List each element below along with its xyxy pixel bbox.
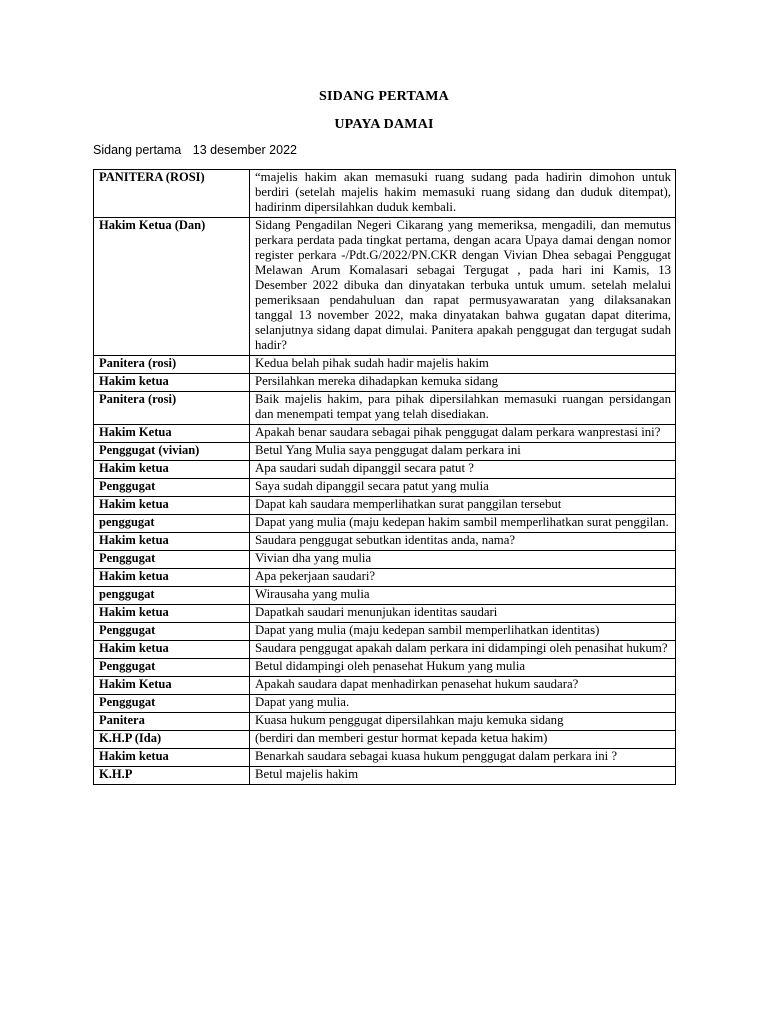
- transcript-row: [94, 695, 676, 713]
- transcript-row: [94, 551, 676, 569]
- speech-cell: Dapat yang mulia (maju kedepan hakim sambil memperlihatkan surat penggilan.: [250, 515, 676, 533]
- speaker-cell: Hakim ketua: [94, 461, 250, 479]
- speaker-cell: K.H.P: [94, 767, 250, 785]
- speech-cell: Saya sudah dipanggil secara patut yang mulia: [250, 479, 676, 497]
- speech-cell: Saudara penggugat apakah dalam perkara ini didampingi oleh penasihat hukum?: [250, 641, 676, 659]
- session-date: 13 desember 2022: [192, 143, 297, 157]
- transcript-row: [94, 443, 676, 461]
- transcript-row: [94, 605, 676, 623]
- speaker-cell: penggugat: [94, 515, 250, 533]
- transcript-row: [94, 587, 676, 605]
- session-label: Sidang pertama: [93, 143, 182, 157]
- speaker-cell: PANITERA (ROSI): [94, 170, 250, 218]
- speech-cell: Dapat kah saudara memperlihatkan surat panggilan tersebut: [250, 497, 676, 515]
- speech-cell: Betul majelis hakim: [250, 767, 676, 785]
- session-info: [93, 143, 297, 157]
- speaker-cell: Panitera: [94, 713, 250, 731]
- speaker-cell: Penggugat: [94, 695, 250, 713]
- speaker-cell: Hakim ketua: [94, 497, 250, 515]
- speaker-cell: Hakim Ketua (Dan): [94, 218, 250, 356]
- speech-cell: Sidang Pengadilan Negeri Cikarang yang memeriksa, mengadili, dan memutus perkara perdata pada tingkat pertama, dengan acara Upaya damai dengan nomor register perkara -/Pdt.G/2022/PN.CKR dengan Vivian Dhea sebagai Penggugat Melawan Arum Komalasari sebagai Tergugat , pada hari ini Kamis, 13 Desember 2022 dibuka dan dinyatakan terbuka untuk umum. setelah melalui pemeriksaan pendahuluan dan rapat permusyawaratan yang dilaksanakan tanggal 13 november 2022, maka dinyatakan bahwa gugatan dapat diterima, selanjutnya sidang dapat dimulai. Panitera apakah penggugat dan tergugat sudah hadir?: [250, 218, 676, 356]
- speaker-cell: Hakim ketua: [94, 374, 250, 392]
- speaker-cell: Penggugat: [94, 659, 250, 677]
- speaker-cell: Hakim ketua: [94, 641, 250, 659]
- speech-cell: Apakah benar saudara sebagai pihak penggugat dalam perkara wanprestasi ini?: [250, 425, 676, 443]
- speech-cell: Benarkah saudara sebagai kuasa hukum penggugat dalam perkara ini ?: [250, 749, 676, 767]
- speech-cell: Kedua belah pihak sudah hadir majelis hakim: [250, 356, 676, 374]
- document-title: SIDANG PERTAMA: [319, 89, 449, 104]
- transcript-body: [94, 170, 676, 785]
- speech-cell: Kuasa hukum penggugat dipersilahkan maju kemuka sidang: [250, 713, 676, 731]
- speech-cell: “majelis hakim akan memasuki ruang sudang pada hadirin dimohon untuk berdiri (setelah majelis hakim memasuki ruang sidang dan duduk ditempat), hadirinm dipersilahkan duduk kembali.: [250, 170, 676, 218]
- speech-cell: Betul didampingi oleh penasehat Hukum yang mulia: [250, 659, 676, 677]
- speech-cell: Betul Yang Mulia saya penggugat dalam perkara ini: [250, 443, 676, 461]
- speaker-cell: Hakim Ketua: [94, 677, 250, 695]
- speaker-cell: K.H.P (Ida): [94, 731, 250, 749]
- transcript-row: [94, 374, 676, 392]
- transcript-row: [94, 479, 676, 497]
- transcript-row: [94, 392, 676, 425]
- transcript-row: [94, 218, 676, 356]
- speech-cell: Baik majelis hakim, para pihak dipersilahkan memasuki ruangan persidangan dan menempati tempat yang telah disediakan.: [250, 392, 676, 425]
- speech-cell: Dapatkah saudari menunjukan identitas saudari: [250, 605, 676, 623]
- speech-cell: Apakah saudara dapat menhadirkan penasehat hukum saudara?: [250, 677, 676, 695]
- transcript-row: [94, 425, 676, 443]
- transcript-row: [94, 461, 676, 479]
- transcript-row: [94, 677, 676, 695]
- speaker-cell: Hakim ketua: [94, 569, 250, 587]
- speaker-cell: Hakim ketua: [94, 533, 250, 551]
- speaker-cell: Penggugat: [94, 551, 250, 569]
- transcript-row: [94, 623, 676, 641]
- speech-cell: (berdiri dan memberi gestur hormat kepada ketua hakim): [250, 731, 676, 749]
- transcript-row: [94, 569, 676, 587]
- transcript-row: [94, 356, 676, 374]
- document-subtitle: UPAYA DAMAI: [334, 117, 434, 132]
- speech-cell: Vivian dha yang mulia: [250, 551, 676, 569]
- speech-cell: Persilahkan mereka dihadapkan kemuka sidang: [250, 374, 676, 392]
- transcript-row: [94, 731, 676, 749]
- transcript-row: [94, 170, 676, 218]
- transcript-row: [94, 767, 676, 785]
- transcript-row: [94, 515, 676, 533]
- speech-cell: Saudara penggugat sebutkan identitas anda, nama?: [250, 533, 676, 551]
- speaker-cell: Hakim ketua: [94, 605, 250, 623]
- speaker-cell: Penggugat (vivian): [94, 443, 250, 461]
- speaker-cell: Panitera (rosi): [94, 356, 250, 374]
- speech-cell: Dapat yang mulia.: [250, 695, 676, 713]
- transcript-row: [94, 749, 676, 767]
- speech-cell: Wirausaha yang mulia: [250, 587, 676, 605]
- speaker-cell: penggugat: [94, 587, 250, 605]
- transcript-row: [94, 659, 676, 677]
- speaker-cell: Panitera (rosi): [94, 392, 250, 425]
- transcript-row: [94, 497, 676, 515]
- speaker-cell: Hakim ketua: [94, 749, 250, 767]
- speaker-cell: Penggugat: [94, 479, 250, 497]
- transcript-row: [94, 641, 676, 659]
- speech-cell: Apa pekerjaan saudari?: [250, 569, 676, 587]
- transcript-table: [93, 169, 676, 785]
- transcript-row: [94, 533, 676, 551]
- speech-cell: Dapat yang mulia (maju kedepan sambil memperlihatkan identitas): [250, 623, 676, 641]
- speaker-cell: Penggugat: [94, 623, 250, 641]
- speech-cell: Apa saudari sudah dipanggil secara patut ?: [250, 461, 676, 479]
- speaker-cell: Hakim Ketua: [94, 425, 250, 443]
- transcript-row: [94, 713, 676, 731]
